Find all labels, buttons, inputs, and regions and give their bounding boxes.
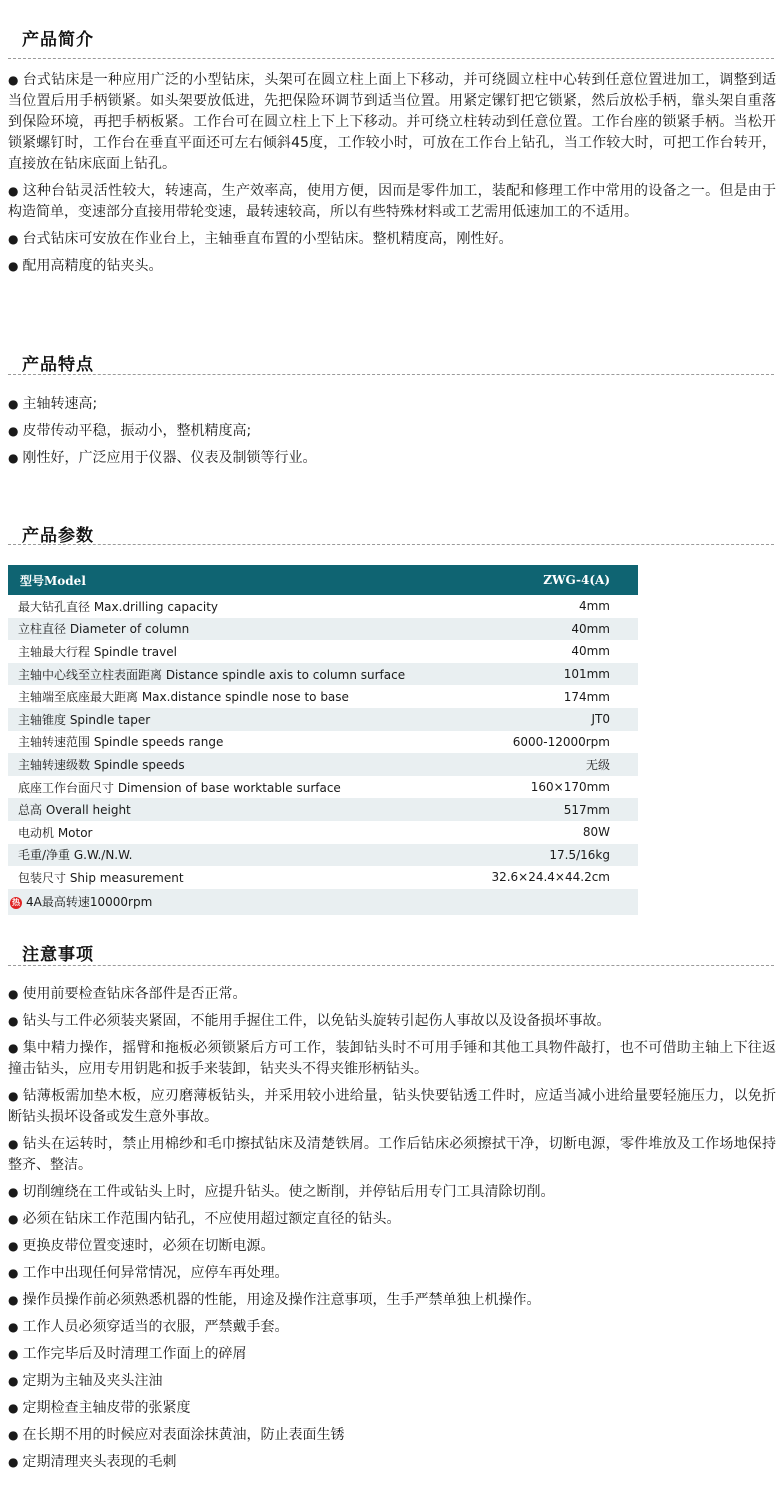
- features-title: 产品特点: [22, 355, 94, 375]
- spec-value: 517mm: [463, 798, 638, 821]
- bullet-icon: ●: [8, 451, 19, 465]
- bullet-icon: ●: [8, 1239, 19, 1253]
- bullet-icon: ●: [8, 424, 19, 438]
- spec-label: 主轴最大行程 Spindle travel: [8, 640, 463, 663]
- bullet-icon: ●: [8, 1374, 19, 1388]
- bullet-icon: ●: [8, 1293, 19, 1307]
- spec-value: 4mm: [463, 595, 638, 618]
- list-item: [8, 1398, 776, 1419]
- bullet-icon: ●: [8, 1428, 19, 1442]
- table-row: [8, 844, 638, 867]
- spec-value: 80W: [463, 821, 638, 844]
- spec-label: 最大钻孔直径 Max.drilling capacity: [8, 595, 463, 618]
- list-item-text: 在长期不用的时候应对表面涂抹黄油，防止表面生锈: [22, 1427, 345, 1443]
- spec-value: 40mm: [463, 618, 638, 641]
- bullet-icon: ●: [8, 73, 19, 87]
- bullet-icon: ●: [8, 232, 19, 246]
- list-item-text: 钻薄板需加垫木板，应刃磨薄板钻头，并采用较小进给量，钻头快要钻透工件时，应适当减小进给量要轻施压力，以免折断钻头损坏设备或发生意外事故。: [8, 1088, 776, 1125]
- list-item: [8, 1038, 776, 1080]
- bullet-icon: ●: [8, 1455, 19, 1469]
- list-item: [8, 1209, 776, 1230]
- bullet-icon: ●: [8, 1212, 19, 1226]
- intro-title: 产品简介: [22, 30, 94, 50]
- list-item-text: 更换皮带位置变速时，必须在切断电源。: [22, 1238, 275, 1254]
- spec-label: 主轴端至底座最大距离 Max.distance spindle nose to base: [8, 685, 463, 708]
- list-item-text: 定期检查主轴皮带的张紧度: [22, 1400, 191, 1416]
- spec-value: 6000-12000rpm: [463, 731, 638, 754]
- bullet-icon: ●: [8, 1401, 19, 1415]
- list-item-text: 这种台钻灵活性较大，转速高，生产效率高，使用方便，因而是零件加工，装配和修理工作中常用的设备之一。但是由于构造简单，变速部分直接用带轮变速，最转速较高，所以有些特殊材料或工艺需用低速加工的不适用。: [8, 183, 776, 220]
- hot-badge-icon: 热: [12, 897, 20, 907]
- spec-label: 底座工作台面尺寸 Dimension of base worktable surface: [8, 776, 463, 799]
- list-item-text: 定期为主轴及夹头注油: [22, 1373, 163, 1389]
- list-item-text: 工作中出现任何异常情况，应停车再处理。: [22, 1265, 289, 1281]
- spec-label: 主轴转速范围 Spindle speeds range: [8, 731, 463, 754]
- list-item: [8, 1371, 776, 1392]
- spec-value: 174mm: [463, 685, 638, 708]
- list-item: [8, 1182, 776, 1203]
- spec-value: 160×170mm: [463, 776, 638, 799]
- list-item: [8, 1317, 776, 1338]
- bullet-icon: ●: [8, 1266, 19, 1280]
- list-item-text: 刚性好，广泛应用于仪器、仪表及制锁等行业。: [22, 450, 317, 466]
- list-item: [8, 1263, 776, 1284]
- list-item-text: 台式钻床可安放在作业台上，主轴垂直布置的小型钻床。整机精度高，刚性好。: [22, 231, 513, 247]
- list-item-text: 皮带传动平稳，振动小，整机精度高;: [22, 423, 252, 439]
- list-item-text: 主轴转速高;: [22, 396, 98, 412]
- spec-label: 主轴转速级数 Spindle speeds: [8, 753, 463, 776]
- list-item: [8, 421, 776, 442]
- list-item: [8, 448, 776, 469]
- table-row: [8, 640, 638, 663]
- spec-label: 毛重/净重 G.W./N.W.: [8, 844, 463, 867]
- table-row: [8, 618, 638, 641]
- spec-label: 电动机 Motor: [8, 821, 463, 844]
- spec-header-label: 型号Model: [8, 565, 463, 595]
- table-row: [8, 663, 638, 686]
- spec-label: 立柱直径 Diameter of column: [8, 618, 463, 641]
- list-item: [8, 256, 776, 277]
- bullet-icon: ●: [8, 1089, 19, 1103]
- list-item-text: 工作完毕后及时清理工作面上的碎屑: [22, 1346, 247, 1362]
- list-item: [8, 984, 776, 1005]
- table-row: [8, 685, 638, 708]
- table-row: [8, 776, 638, 799]
- bullet-icon: ●: [8, 1041, 19, 1055]
- spec-value: 32.6×24.4×44.2cm: [463, 866, 638, 889]
- list-item-text: 配用高精度的钻夹头。: [22, 258, 163, 274]
- list-item: [8, 229, 776, 250]
- list-item: [8, 1290, 776, 1311]
- spec-value: JT0: [463, 708, 638, 731]
- table-row: [8, 821, 638, 844]
- list-item-text: 切削缠绕在工件或钻头上时，应提升钻头。使之断削，并停钻后用专门工具清除切削。: [22, 1184, 555, 1200]
- table-row: [8, 731, 638, 754]
- intro-divider: [8, 58, 774, 59]
- params-title: 产品参数: [22, 526, 94, 546]
- list-item: [8, 70, 776, 175]
- bullet-icon: ●: [8, 1347, 19, 1361]
- cautions-title: 注意事项: [22, 945, 94, 965]
- list-item-text: 使用前要检查钻床各部件是否正常。: [22, 986, 247, 1002]
- spec-header-row: [8, 565, 638, 595]
- features-divider: [8, 374, 774, 375]
- table-row: [8, 708, 638, 731]
- bullet-icon: ●: [8, 184, 19, 198]
- cautions-divider: [8, 965, 774, 966]
- bullet-icon: ●: [8, 1137, 19, 1151]
- list-item: [8, 394, 776, 415]
- list-item: [8, 181, 776, 223]
- params-divider: [8, 544, 774, 545]
- spec-value: 40mm: [463, 640, 638, 663]
- bullet-icon: ●: [8, 397, 19, 411]
- list-item: [8, 1236, 776, 1257]
- list-item: [8, 1452, 776, 1473]
- spec-note-row: [8, 889, 638, 915]
- spec-label: 包装尺寸 Ship measurement: [8, 866, 463, 889]
- table-row: [8, 798, 638, 821]
- list-item: [8, 1344, 776, 1365]
- spec-label: 总高 Overall height: [8, 798, 463, 821]
- intro-list: [8, 70, 776, 283]
- spec-header-model: ZWG-4(A): [463, 565, 638, 595]
- list-item-text: 操作员操作前必须熟悉机器的性能，用途及操作注意事项，生手严禁单独上机操作。: [22, 1292, 541, 1308]
- spec-table: [8, 565, 638, 915]
- list-item: [8, 1086, 776, 1128]
- spec-value: 无级: [463, 753, 638, 776]
- list-item-text: 钻头在运转时，禁止用棉纱和毛巾擦拭钻床及清楚铁屑。工作后钻床必须擦拭干净，切断电源，零件堆放及工作场地保持整齐、整洁。: [8, 1136, 776, 1173]
- list-item-text: 工作人员必须穿适当的衣服，严禁戴手套。: [22, 1319, 289, 1335]
- list-item-text: 定期清理夹头表现的毛刺: [22, 1454, 177, 1470]
- table-row: [8, 753, 638, 776]
- spec-value: 101mm: [463, 663, 638, 686]
- list-item: [8, 1134, 776, 1176]
- list-item: [8, 1011, 776, 1032]
- list-item-text: 台式钻床是一种应用广泛的小型钻床，头架可在圆立柱上面上下移动，并可绕圆立柱中心转到任意位置进加工，调整到适当位置后用手柄锁紧。如头架要放低进，先把保险环调节到适当位置。用紧定镙钉把它锁紧，然后放松手柄，靠头架自重落到保险环境，再把手柄板紧。工作台可在圆立柱上下上下移动。并可绕立柱转动到任意位置。工作台座的锁紧手柄。当松开锁紧螺钉时，工作台在垂直平面还可左右倾斜45度，工作较小时，可放在工作台上钻孔，当工作较大时，可把工作台转开，直接放在钻床底面上钻孔。: [8, 72, 776, 172]
- list-item-text: 钻头与工件必须装夹紧固，不能用手握住工件，以免钻头旋转引起伤人事故以及设备损坏事故。: [22, 1013, 611, 1029]
- bullet-icon: ●: [8, 1320, 19, 1334]
- table-row: [8, 595, 638, 618]
- list-item-text: 必须在钻床工作范围内钻孔，不应使用超过额定直径的钻头。: [22, 1211, 401, 1227]
- features-list: [8, 394, 776, 475]
- spec-label: 主轴中心线至立柱表面距离 Distance spindle axis to column surface: [8, 663, 463, 686]
- bullet-icon: ●: [8, 1014, 19, 1028]
- bullet-icon: ●: [8, 1185, 19, 1199]
- bullet-icon: ●: [8, 987, 19, 1001]
- spec-value: 17.5/16kg: [463, 844, 638, 867]
- list-item-text: 集中精力操作，摇臂和拖板必须锁紧后方可工作，装卸钻头时不可用手锤和其他工具物件敲打，也不可借助主轴上下往返撞击钻头，应用专用钥匙和扳手来装卸，钻夹头不得夹锥形柄钻头。: [8, 1040, 776, 1077]
- spec-note: [8, 889, 638, 915]
- spec-label: 主轴锥度 Spindle taper: [8, 708, 463, 731]
- list-item: [8, 1425, 776, 1446]
- bullet-icon: ●: [8, 259, 19, 273]
- spec-note-text: 4A最高转速10000rpm: [26, 895, 153, 910]
- cautions-list: [8, 984, 776, 1479]
- table-row: [8, 866, 638, 889]
